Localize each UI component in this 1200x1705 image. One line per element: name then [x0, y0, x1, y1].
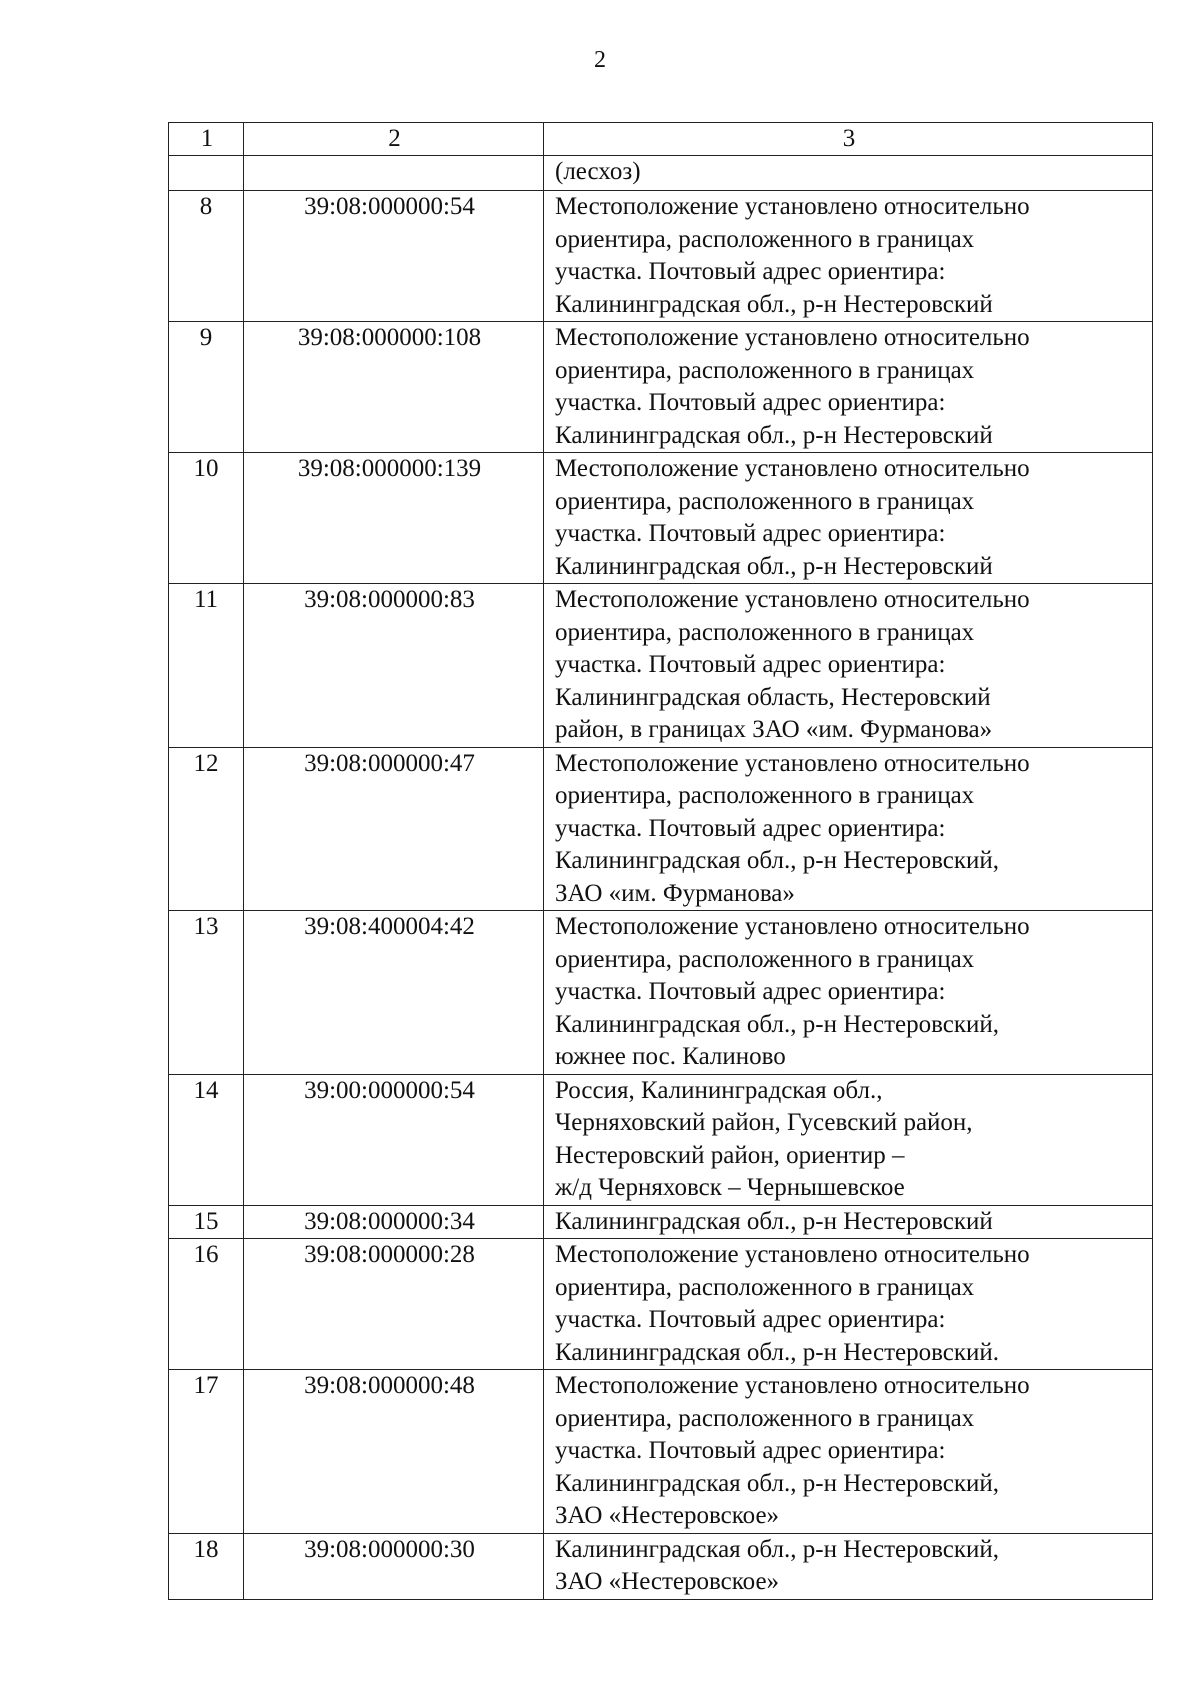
table-row	[169, 322, 1153, 453]
row-number: 18	[169, 1533, 244, 1599]
row-number: 12	[169, 747, 244, 911]
location-description: Местоположение установлено относительно ориентира, расположенного в границах участка. Почтовый адрес ориентира: Калининградская обл., р-н Нестеровский	[544, 191, 1153, 322]
table-row	[169, 1205, 1153, 1239]
cadastral-number: 39:08:000000:30	[244, 1533, 544, 1599]
location-description: Местоположение установлено относительно ориентира, расположенного в границах участка. Почтовый адрес ориентира: Калининградская обл., р-н Нестеровский, ЗАО «Нестеровское»	[544, 1370, 1153, 1534]
table-row	[169, 911, 1153, 1075]
table-row	[169, 1239, 1153, 1370]
location-description: Местоположение установлено относительно ориентира, расположенного в границах участка. Почтовый адрес ориентира: Калининградская обл., р-н Нестеровский	[544, 322, 1153, 453]
location-description: Местоположение установлено относительно ориентира, расположенного в границах участка. Почтовый адрес ориентира: Калининградская обл., р-н Нестеровский	[544, 453, 1153, 584]
header-cell-3: 3	[544, 123, 1153, 156]
cadastral-number: 39:08:000000:34	[244, 1205, 544, 1239]
continuation-cad-cell	[244, 156, 544, 191]
cadastral-number: 39:08:000000:28	[244, 1239, 544, 1370]
table-row	[169, 453, 1153, 584]
cadastral-number: 39:08:400004:42	[244, 911, 544, 1075]
location-description: Местоположение установлено относительно ориентира, расположенного в границах участка. Почтовый адрес ориентира: Калининградская обл., р-н Нестеровский, ЗАО «им. Фурманова»	[544, 747, 1153, 911]
table-row	[169, 584, 1153, 748]
parcel-table	[168, 122, 1153, 1600]
row-number: 17	[169, 1370, 244, 1534]
location-description: Россия, Калининградская обл., Черняховский район, Гусевский район, Нестеровский район, ориентир – ж/д Черняховск – Чернышевское	[544, 1074, 1153, 1205]
row-number: 15	[169, 1205, 244, 1239]
location-description: Калининградская обл., р-н Нестеровский, ЗАО «Нестеровское»	[544, 1533, 1153, 1599]
continuation-row	[169, 156, 1153, 191]
table-header-row	[169, 123, 1153, 156]
page-number: 2	[594, 47, 606, 73]
row-number: 11	[169, 584, 244, 748]
cadastral-number: 39:08:000000:108	[244, 322, 544, 453]
row-number: 16	[169, 1239, 244, 1370]
location-description: Калининградская обл., р-н Нестеровский	[544, 1205, 1153, 1239]
continuation-text: (лесхоз)	[544, 156, 1153, 191]
row-number: 10	[169, 453, 244, 584]
row-number: 8	[169, 191, 244, 322]
cadastral-number: 39:08:000000:83	[244, 584, 544, 748]
cadastral-number: 39:00:000000:54	[244, 1074, 544, 1205]
row-number: 14	[169, 1074, 244, 1205]
table-row	[169, 191, 1153, 322]
cadastral-number: 39:08:000000:139	[244, 453, 544, 584]
continuation-num-cell	[169, 156, 244, 191]
table-row	[169, 1370, 1153, 1534]
table-row	[169, 1533, 1153, 1599]
location-description: Местоположение установлено относительно ориентира, расположенного в границах участка. Почтовый адрес ориентира: Калининградская обл., р-н Нестеровский, южнее пос. Калиново	[544, 911, 1153, 1075]
cadastral-number: 39:08:000000:54	[244, 191, 544, 322]
cadastral-number: 39:08:000000:47	[244, 747, 544, 911]
table-row	[169, 747, 1153, 911]
row-number: 13	[169, 911, 244, 1075]
header-cell-2: 2	[244, 123, 544, 156]
location-description: Местоположение установлено относительно ориентира, расположенного в границах участка. Почтовый адрес ориентира: Калининградская область, Нестеровский район, в границах ЗАО «им. Фурманова»	[544, 584, 1153, 748]
cadastral-number: 39:08:000000:48	[244, 1370, 544, 1534]
header-cell-1: 1	[169, 123, 244, 156]
location-description: Местоположение установлено относительно ориентира, расположенного в границах участка. Почтовый адрес ориентира: Калининградская обл., р-н Нестеровский.	[544, 1239, 1153, 1370]
table-row	[169, 1074, 1153, 1205]
row-number: 9	[169, 322, 244, 453]
